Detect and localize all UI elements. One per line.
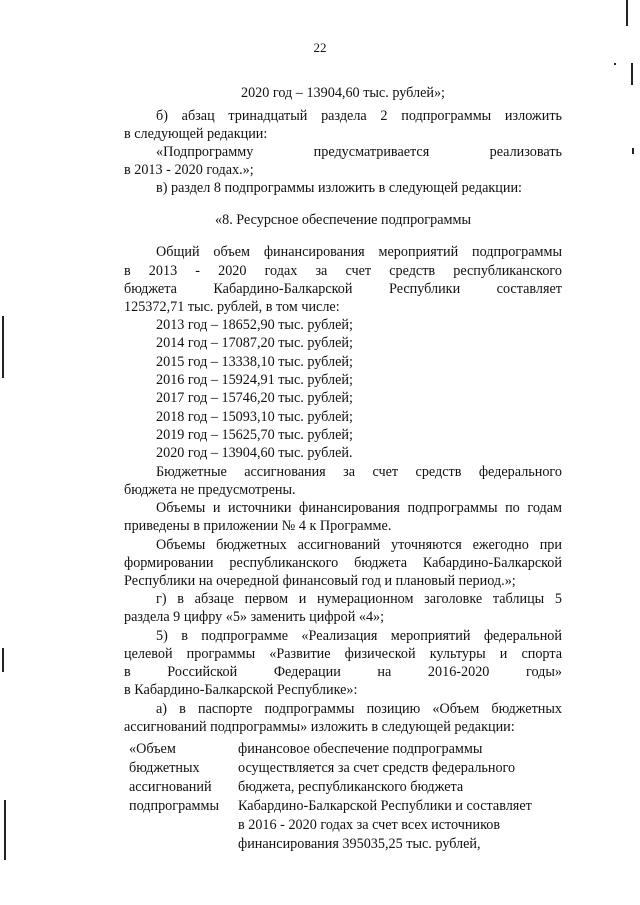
text-line: б) абзац тринадцатый раздела 2 подпрограммы изложить xyxy=(156,108,562,124)
text-line: формировании республиканского бюджета Кабардино-Балкарской xyxy=(124,555,562,571)
table-left-cell: «Объем xyxy=(129,741,176,757)
text-line: в) раздел 8 подпрограммы изложить в следующей редакции: xyxy=(156,180,522,196)
year-line: 2018 год – 15093,10 тыс. рублей; xyxy=(156,409,353,425)
page-number: 22 xyxy=(313,40,327,55)
text-line: Республики на очередной финансовый год и плановый период.»; xyxy=(124,573,516,589)
text-line: приведены в приложении № 4 к Программе. xyxy=(124,518,392,534)
text-line: бюджета не предусмотрены. xyxy=(124,482,296,498)
table-left-cell: подпрограммы xyxy=(129,798,219,814)
table-right-cell: финансирования 395035,25 тыс. рублей, xyxy=(238,836,481,852)
table-left-cell: бюджетных xyxy=(129,760,200,776)
text-line: Объемы бюджетных ассигнований уточняются ежегодно при xyxy=(156,537,562,553)
table-left-cell: ассигнований xyxy=(129,779,212,795)
table-right-cell: Кабардино-Балкарской Республики и составляет xyxy=(238,798,532,814)
text-line: Объемы и источники финансирования подпрограммы по годам xyxy=(156,500,562,516)
year-line: 2015 год – 13338,10 тыс. рублей; xyxy=(156,354,353,370)
section-heading: «8. Ресурсное обеспечение подпрограммы xyxy=(215,212,471,228)
table-right-cell: в 2016 - 2020 годах за счет всех источников xyxy=(238,817,501,833)
text-line: 5) в подпрограмме «Реализация мероприятий федеральной xyxy=(156,628,562,644)
text-line: 125372,71 тыс. рублей, в том числе: xyxy=(124,299,340,315)
table-right-cell: осуществляется за счет средств федерального xyxy=(238,760,516,776)
text-line: целевой программы «Развитие физической культуры и спорта xyxy=(124,646,562,662)
text-line: в следующей редакции: xyxy=(124,126,268,142)
text-line: 2020 год – 13904,60 тыс. рублей»; xyxy=(240,85,446,101)
year-line: 2019 год – 15625,70 тыс. рублей; xyxy=(156,427,353,443)
year-line: 2016 год – 15924,91 тыс. рублей; xyxy=(156,372,353,388)
text-line: бюджета Кабардино-Балкарской Республики составляет xyxy=(124,281,562,297)
text-line: Общий объем финансирования мероприятий подпрограммы xyxy=(156,244,562,260)
year-line: 2017 год – 15746,20 тыс. рублей; xyxy=(156,390,353,406)
year-line: 2013 год – 18652,90 тыс. рублей; xyxy=(156,317,353,333)
text-line: Бюджетные ассигнования за счет средств федерального xyxy=(156,464,562,480)
table-right-cell: бюджета, республиканского бюджета xyxy=(238,779,464,795)
text-line: а) в паспорте подпрограммы позицию «Объем бюджетных xyxy=(156,701,562,717)
text-line: «Подпрограмму предусматривается реализовать xyxy=(156,144,562,160)
text-line: г) в абзаце первом и нумерационном заголовке таблицы 5 xyxy=(156,591,562,607)
table-right-cell: финансовое обеспечение подпрограммы xyxy=(238,741,483,757)
text-line: в 2013 - 2020 годах за счет средств республиканского xyxy=(124,263,562,279)
text-line: в 2013 - 2020 годах.»; xyxy=(124,162,254,178)
text-line: ассигнований подпрограммы» изложить в следующей редакции: xyxy=(124,719,515,735)
scan-mark xyxy=(632,148,634,154)
year-line: 2014 год – 17087,20 тыс. рублей; xyxy=(156,335,353,351)
text-line: в Российской Федерации на 2016-2020 годы» xyxy=(124,664,562,680)
scan-mark xyxy=(631,63,633,85)
year-line: 2020 год – 13904,60 тыс. рублей. xyxy=(156,445,353,461)
scan-mark xyxy=(2,316,4,378)
scan-mark xyxy=(614,63,616,65)
text-line: раздела 9 цифру «5» заменить цифрой «4»; xyxy=(124,609,385,625)
text-line: в Кабардино-Балкарской Республике»: xyxy=(124,682,358,698)
scan-mark xyxy=(4,800,6,860)
scan-mark xyxy=(626,0,628,26)
scan-mark xyxy=(2,648,4,672)
